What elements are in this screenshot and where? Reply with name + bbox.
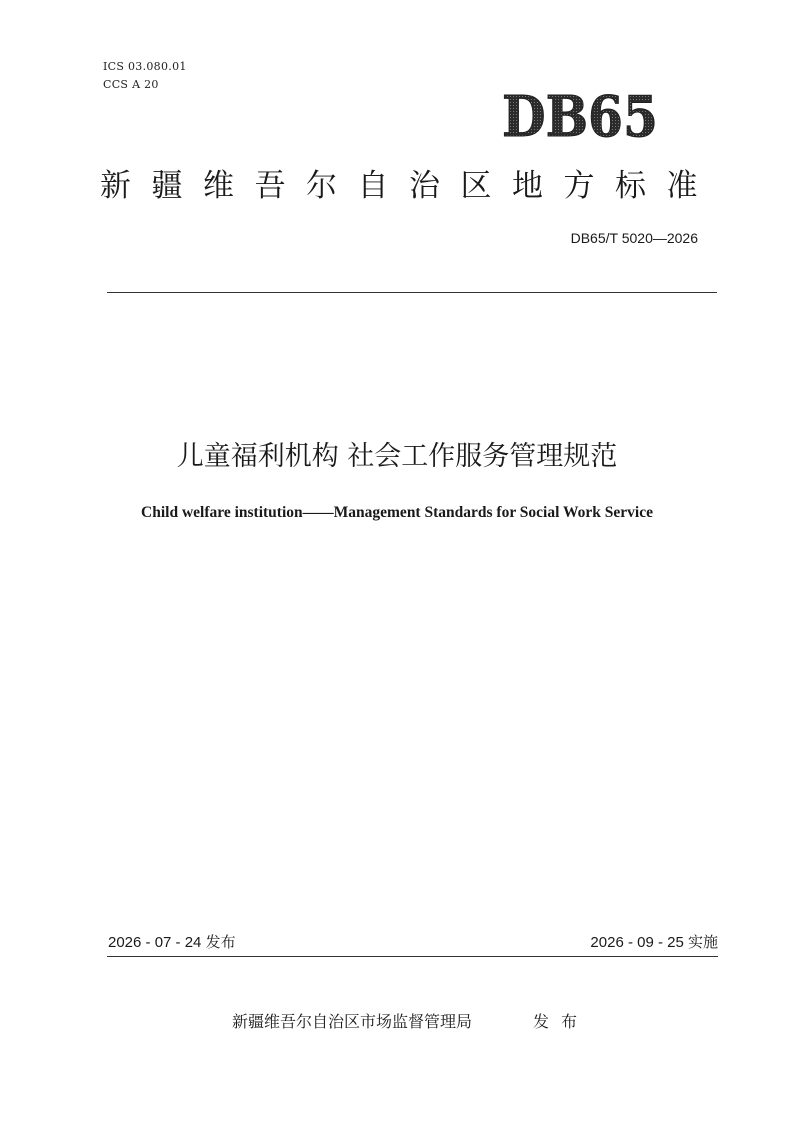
logo-text: DB65 (502, 86, 658, 144)
effective-date: 2026 - 09 - 25 实施 (590, 934, 718, 951)
issuer-name: 新疆维吾尔自治区市场监督管理局 (232, 1012, 473, 1031)
issuer-action: 发布 (533, 1012, 590, 1031)
db65-logo (500, 86, 660, 144)
ccs-code: CCS A 20 (103, 78, 159, 91)
standard-number: DB65/T 5020—2026 (570, 230, 698, 246)
classification-codes (103, 58, 187, 94)
release-date: 2026 - 07 - 24 发布 (108, 934, 236, 951)
document-title-cn: 儿童福利机构 社会工作服务管理规范 (176, 441, 618, 472)
footer-divider (107, 956, 718, 957)
document-title-en: Child welfare institution——Management Standards for Social Work Service (141, 504, 653, 521)
header-divider (107, 292, 717, 293)
ics-code: ICS 03.080.01 (103, 60, 187, 73)
standard-category: 新疆维吾尔自治区地方标准 (100, 168, 718, 204)
